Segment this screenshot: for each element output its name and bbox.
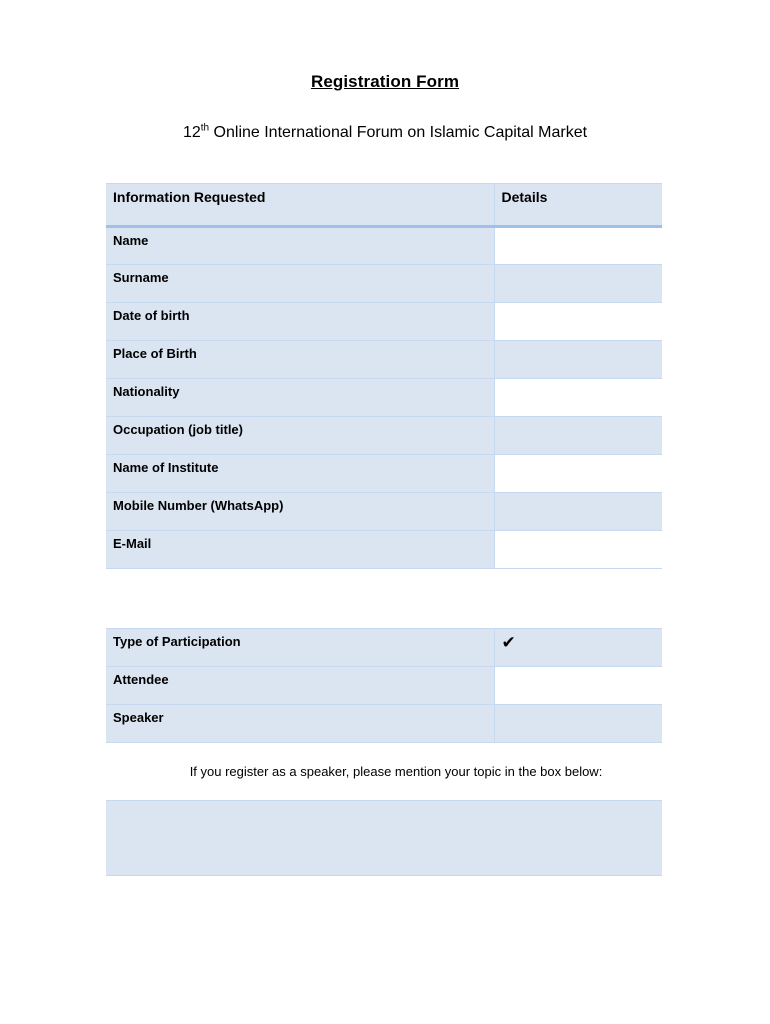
forum-name: Online International Forum on Islamic Capital Market: [209, 124, 588, 141]
table-row: [106, 227, 662, 265]
name-label: Name: [106, 227, 494, 265]
speaker-label: Speaker: [106, 705, 494, 743]
email-label: E-Mail: [106, 531, 494, 569]
institute-name-label: Name of Institute: [106, 455, 494, 493]
table-row: [106, 531, 662, 569]
header-information-requested: Information Requested: [106, 184, 494, 227]
speaker-topic-box[interactable]: [106, 800, 662, 876]
surname-field[interactable]: [494, 265, 662, 303]
name-field[interactable]: [494, 227, 662, 265]
header-details: Details: [494, 184, 662, 227]
forum-subtitle: [0, 124, 770, 142]
forum-edition-number: 12: [182, 124, 201, 141]
participation-table-header: [106, 629, 662, 667]
attendee-check-field[interactable]: [494, 667, 662, 705]
occupation-field[interactable]: [494, 417, 662, 455]
place-of-birth-label: Place of Birth: [106, 341, 494, 379]
nationality-field[interactable]: [494, 379, 662, 417]
checkmark-glyph: ✔: [501, 633, 516, 652]
table-row: [106, 705, 662, 743]
email-field[interactable]: [494, 531, 662, 569]
information-table-header: [106, 184, 662, 227]
occupation-label: Occupation (job title): [106, 417, 494, 455]
table-row: [106, 417, 662, 455]
date-of-birth-label: Date of birth: [106, 303, 494, 341]
checkmark-icon: [494, 629, 662, 667]
table-row: [106, 265, 662, 303]
mobile-number-field[interactable]: [494, 493, 662, 531]
participation-table: [106, 628, 662, 743]
table-row: [106, 667, 662, 705]
institute-name-field[interactable]: [494, 455, 662, 493]
type-of-participation-label: Type of Participation: [106, 629, 494, 667]
date-of-birth-field[interactable]: [494, 303, 662, 341]
table-row: [106, 341, 662, 379]
table-row: [106, 379, 662, 417]
attendee-label: Attendee: [106, 667, 494, 705]
speaker-check-field[interactable]: [494, 705, 662, 743]
surname-label: Surname: [106, 265, 494, 303]
speaker-topic-note: If you register as a speaker, please mention your topic in the box below:: [189, 764, 603, 779]
information-table: [106, 183, 662, 569]
table-row: [106, 493, 662, 531]
place-of-birth-field[interactable]: [494, 341, 662, 379]
table-row: [106, 455, 662, 493]
table-row: [106, 303, 662, 341]
mobile-number-label: Mobile Number (WhatsApp): [106, 493, 494, 531]
nationality-label: Nationality: [106, 379, 494, 417]
form-title: Registration Form: [310, 72, 460, 91]
forum-edition-suffix: th: [200, 122, 210, 134]
